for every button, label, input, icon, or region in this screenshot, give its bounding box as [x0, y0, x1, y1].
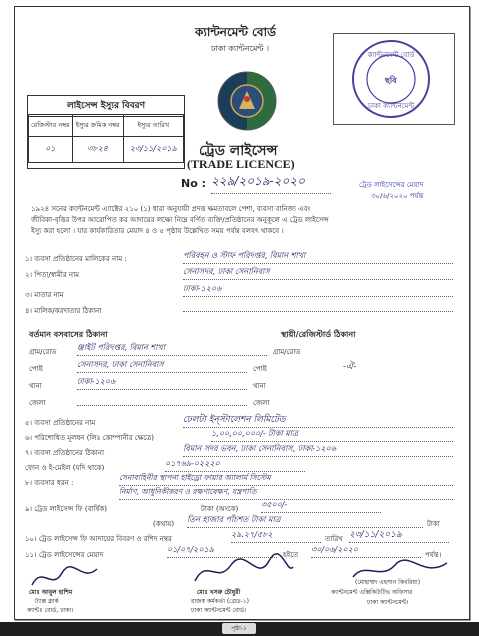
- issue-value-register: ০১: [29, 137, 73, 163]
- fee-receipt-date-value: ২৩/১১/২০১৯: [349, 527, 449, 543]
- paid-capital-value: ১,০০,০০,০০০/- টাকা মাত্র: [211, 428, 453, 442]
- village-value: ঞ্জাইট পরিদপ্তর, বিমান শাখা: [77, 342, 267, 356]
- photo-label: ছবি: [385, 76, 397, 85]
- zila-label: জেলা: [29, 399, 46, 407]
- phone-label: ফোন ও ই-মেইল (যদি থাকে): [25, 464, 105, 472]
- business-type-label: ৮। ব্যবসার ধরন :: [25, 479, 74, 487]
- paid-capital-label: ৬। পরিশোধিত মূলধন (লিঃ কোম্পানীর ক্ষেত্রে): [25, 434, 154, 442]
- signature-scribble-2: [187, 553, 297, 589]
- licence-validity-from: ০১/০৭/২০১৯: [167, 544, 277, 558]
- licence-no-label: No :: [181, 177, 206, 190]
- owner-address-label: ৪। মালিক/করদাতার ঠিকানা: [25, 307, 102, 315]
- signatory-3-title: ক্যান্টনমেন্ট এক্সিকিউটিভ অফিসার: [331, 589, 413, 596]
- father-name-value-2: ঢাকা-১২০৬: [183, 283, 453, 297]
- post-value: সেনাসদর, ঢাকা সেনানিবাস: [77, 359, 247, 373]
- intro-line-3: ইস্যু করা হলো । যার কার্যকারিতার মেয়াদ ৪ ও ৫ পৃষ্ঠায় উল্লেখিত সময় পর্যন্ত বলবৎ থাকবে ।: [31, 227, 284, 235]
- intro-line-1: ১৯২৪ সনের ক্যান্টনমেন্ট এ্যাক্টের ২১০ (১) ধারা অনুযায়ী প্রদত্ত ক্ষমতাবলে পেশা, ব্যবসা বানিজ্য এবং: [31, 205, 311, 213]
- licence-validity-label: ১১। ট্রেড লাইসেন্সের মেয়াদ: [25, 551, 104, 559]
- post-label: পোষ্ট: [29, 365, 43, 373]
- fee-receipt-value: ২৯.২৭/৫৮২: [231, 529, 321, 543]
- owner-address-value: [183, 301, 453, 312]
- permanent-address-title: স্থায়ী/রেজিস্টার্ড ঠিকানা: [281, 330, 356, 339]
- board-title: ক্যান্টনমেন্ট বোর্ড: [195, 25, 276, 39]
- business-address-label: ৭। ব্যবসা প্রতিষ্ঠানের ঠিকানা: [25, 449, 104, 457]
- licence-validity-to-label: হইতে: [283, 551, 299, 559]
- issue-box-title: লাইসেন্স ইস্যুর বিবরণ: [28, 98, 184, 117]
- mother-name-label: ৩। মাতার নাম: [25, 291, 64, 299]
- thana-value: ঢাকা-১২০৬: [77, 376, 247, 390]
- licence-fee-label: ৯। ট্রেড লাইসেন্স ফি (বার্ষিক): [25, 505, 108, 513]
- present-address-title: বর্তমান বসবাসের ঠিকানা: [29, 330, 108, 339]
- fee-receipt-label: ১০। ট্রেড লাইসেন্স ফি আদায়ের বিবরণ ও রশিদ নম্বর: [25, 535, 172, 543]
- licence-no-value: ২২৯/২০১৯-২০২০: [211, 173, 331, 194]
- zila-value: [77, 401, 247, 406]
- svg-text:ঢাকা ক্যান্টনমেন্ট: ঢাকা ক্যান্টনমেন্ট: [368, 102, 414, 110]
- licence-validity-suffix: পর্যন্ত।: [425, 551, 442, 559]
- village-label-2: গ্রাম/রোড: [273, 348, 301, 356]
- owner-name-value: পরিবহন ও স্টাফ পরিদপ্তর, বিমান শাখা: [183, 250, 453, 264]
- father-name-label: ২। পিতা/স্বামীর নাম: [25, 271, 80, 279]
- issue-value-date: ২৩/১১/২০১৯: [123, 137, 183, 163]
- licence-title-bn: ট্রেড লাইসেন্স: [199, 143, 278, 159]
- validity-note-line1: ট্রেড লাইসেন্সের মেয়াদ: [359, 181, 424, 189]
- signatory-2-name: মোঃ খসরু চৌধুরী: [197, 589, 241, 596]
- fee-receipt-date-label: তারিখ: [325, 535, 343, 543]
- thana-label-2: থানা: [253, 382, 266, 390]
- svg-text:ক্যান্টনমেন্ট বোর্ড: ক্যান্টনমেন্ট বোর্ড: [367, 51, 415, 59]
- business-type-value-2: নির্মাণ, আধুনিকীকরণ ও রক্ষণাবেক্ষণ, যন্ত্রপাতি: [119, 487, 453, 500]
- signatory-3-name: (মোহাম্মদ এহসান কিবরিয়া): [355, 579, 421, 586]
- village-label: গ্রাম/রোড: [29, 348, 57, 356]
- emblem-logo: [217, 69, 277, 133]
- issue-header-register: রেজিস্টার নম্বর: [29, 115, 73, 137]
- licence-fee-words-value: তিন হাজার পাঁচশত টাকা মাত্র: [187, 514, 423, 528]
- licence-fee-unit: টাকা: [427, 520, 440, 528]
- page-number: পৃষ্ঠা-১: [222, 623, 256, 634]
- issue-table: [28, 114, 184, 163]
- business-name-label: ৫। ব্যবসা প্রতিষ্ঠানের নাম: [25, 419, 96, 427]
- zila-label-2: জেলা: [253, 399, 270, 407]
- post-label-2: পোষ্ট: [253, 365, 267, 373]
- licence-sheet: [14, 6, 470, 620]
- issue-value-serial: ৩৮২৪: [72, 137, 123, 163]
- business-name-value: ঢেলটা ইন্‌স্টালেশন লিমিটেড: [183, 412, 453, 428]
- issue-header-serial: ইস্যুর ক্রমিক নম্বর: [72, 115, 123, 137]
- licence-fee-in-figures-label: টাকা (অংকে): [201, 505, 239, 513]
- post-value-2: -ঐ-: [343, 362, 357, 372]
- licence-validity-to: ৩০/০৬/২০২০: [311, 544, 421, 558]
- owner-name-label: ১। ব্যবসা প্রতিষ্ঠানের মালিকের নাম :: [25, 255, 127, 263]
- issue-box: [27, 95, 185, 169]
- signatory-1-title: ট্যাক্স ক্লার্ক: [35, 598, 59, 605]
- issue-header-date: ইস্যুর তারিখ: [123, 115, 183, 137]
- board-subtitle: ঢাকা ক্যান্টনমেন্ট ।: [211, 44, 269, 53]
- father-name-value: সেনাসদর, ঢাকা সেনানিবাস: [183, 266, 453, 280]
- business-type-value-1: সেনাবাহিনীর স্থাপনা হাইড্রো ফায়ার অ্যালার্ম সিস্টেম: [119, 473, 453, 486]
- signatory-2-org: ঢাকা ক্যান্টনমেন্ট বোর্ড।: [191, 607, 247, 614]
- business-address-value: বিমান সদর ভবন, ঢাকা সেনানিবাস, ঢাকা-১২০৬: [183, 443, 453, 457]
- signatory-3-org: ঢাকা ক্যান্টনমেন্ট।: [367, 599, 409, 606]
- thana-label: থানা: [29, 382, 42, 390]
- phone-value: ০১৭৬৯-০২২২০: [165, 458, 305, 472]
- validity-note-line2: ৩০/৬/২০২০ পর্যন্ত: [371, 192, 424, 200]
- intro-line-2: জীবিকা-বৃত্তির উপর আরোপিত কর আদায়ের লক্ষ্যে নিম্নে বর্ণিত ব্যক্তি/প্রতিষ্ঠানের অনুকূলে এ ট্রেড লাইসেন্স: [31, 216, 329, 224]
- signatory-1-name: মোঃ আবুল হাশিম: [29, 589, 73, 596]
- licence-title-en: (TRADE LICENCE): [187, 157, 295, 171]
- signatory-2-title: রাজস্ব কর্মকর্তা (গ্রেড-১): [191, 598, 249, 605]
- signatory-1-org: ক্যান্টঃ বোর্ড, ঢাকা।: [27, 607, 74, 614]
- licence-fee-value: ৩৫০০/-: [261, 499, 381, 513]
- licence-fee-words-label: (কথায়): [153, 520, 175, 528]
